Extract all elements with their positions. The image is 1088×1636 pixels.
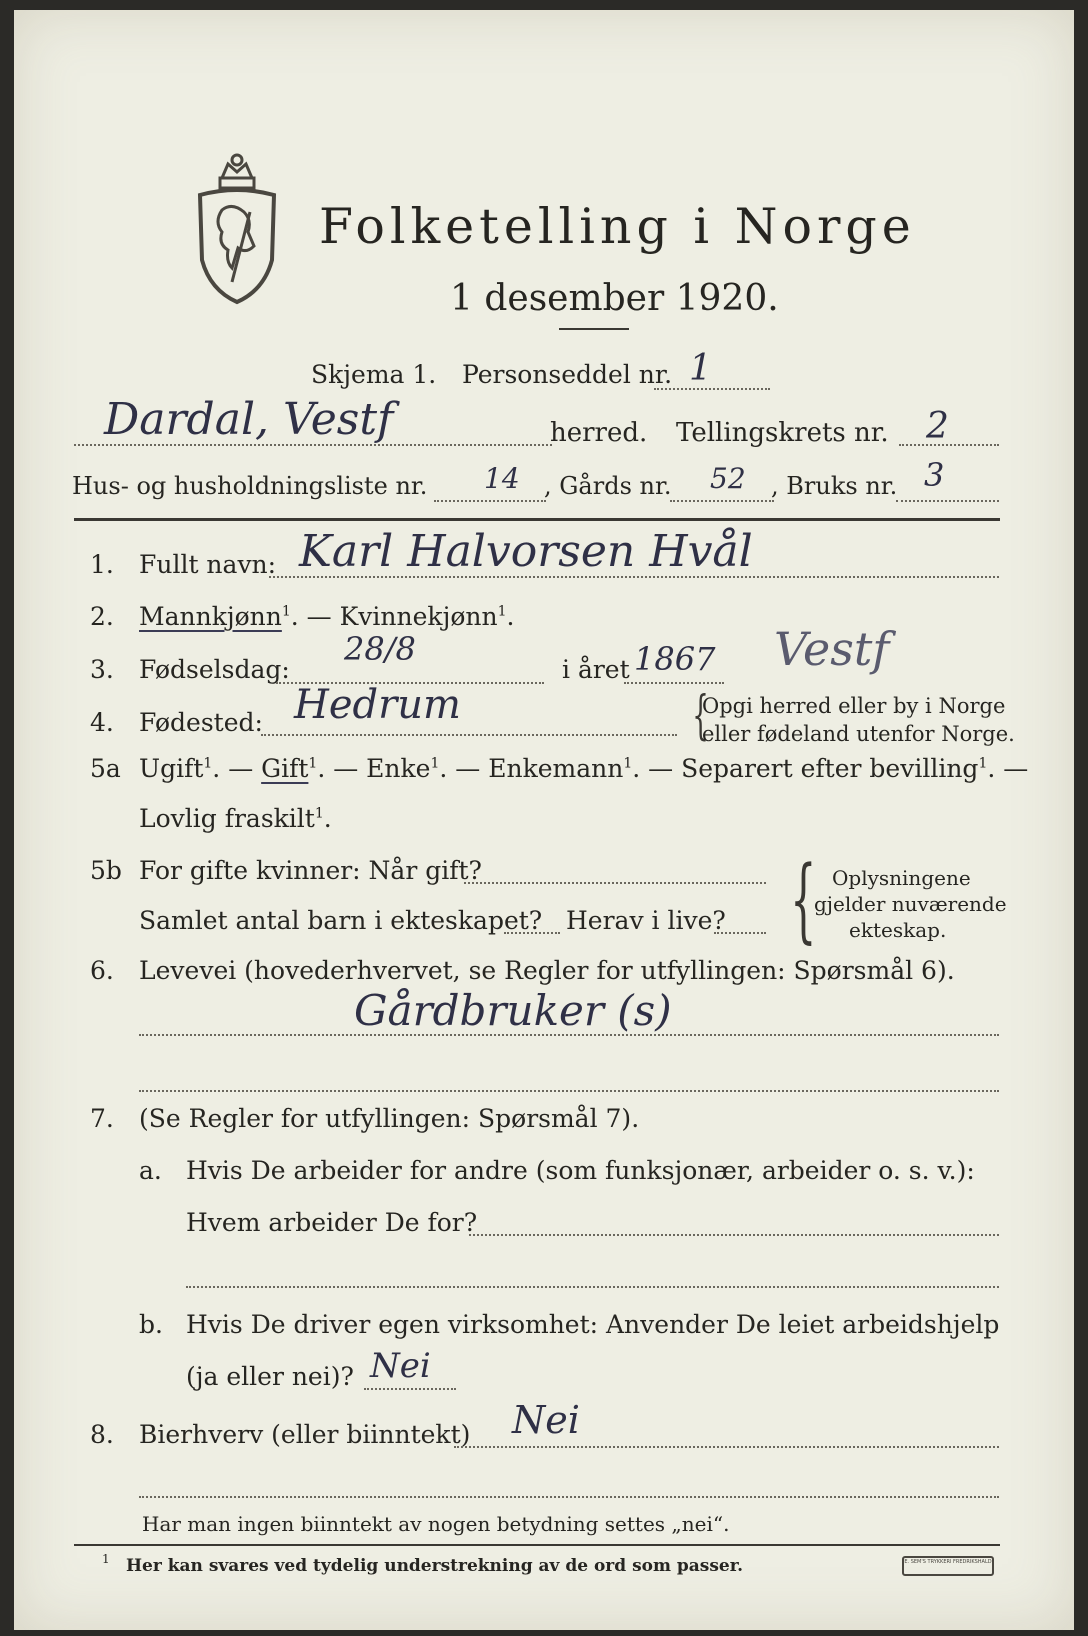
husliste-value: 14 bbox=[484, 462, 520, 495]
tellingskrets-label: Tellingskrets nr. bbox=[676, 418, 889, 448]
q8-line-2 bbox=[139, 1496, 999, 1498]
q5a-ugift: Ugift bbox=[139, 754, 204, 783]
q2-female-option: Kvinnekjønn bbox=[339, 602, 498, 631]
q3-year-label: i året bbox=[562, 655, 630, 684]
q6-label: Levevei (hovederhvervet, se Regler for utfyllingen: Spørsmål 6). bbox=[139, 956, 955, 985]
q8-value: Nei bbox=[512, 1398, 580, 1442]
footnote-mark: 1 bbox=[102, 1552, 110, 1566]
q7-number: 7. bbox=[90, 1104, 114, 1133]
q7a-letter: a. bbox=[139, 1156, 162, 1185]
q3-year-line bbox=[624, 682, 724, 684]
q5a-separert: Separert efter bevilling bbox=[681, 754, 979, 783]
q7-label: (Se Regler for utfyllingen: Spørsmål 7). bbox=[139, 1104, 640, 1133]
q4-line bbox=[261, 734, 677, 736]
q1-number: 1. bbox=[90, 550, 114, 579]
bruks-line bbox=[896, 500, 999, 502]
q7b-line bbox=[364, 1388, 456, 1390]
q6-number: 6. bbox=[90, 956, 114, 985]
q1-value: Karl Halvorsen Hvål bbox=[299, 526, 753, 577]
q3-year-value: 1867 bbox=[634, 640, 716, 678]
husliste-line bbox=[434, 500, 546, 502]
census-date: 1 desember 1920. bbox=[450, 278, 779, 319]
q7b-label: Hvis De driver egen virksomhet: Anvender De leiet arbeidshjelp bbox=[186, 1310, 1000, 1339]
q7a-hvem-label: Hvem arbeider De for? bbox=[186, 1208, 478, 1237]
q5a-enkemann: Enkemann bbox=[488, 754, 624, 783]
q8-number: 8. bbox=[90, 1420, 114, 1449]
q7a-line-2 bbox=[186, 1286, 999, 1288]
q4-note-1: Opgi herred eller by i Norge bbox=[702, 694, 1006, 718]
form-title: Folketelling i Norge bbox=[319, 198, 916, 255]
q2-number: 2. bbox=[90, 602, 114, 631]
tellingskrets-line bbox=[899, 444, 999, 446]
q7a-label: Hvis De arbeider for andre (som funksjonær, arbeider o. s. v.): bbox=[186, 1156, 975, 1185]
personseddel-label: Personseddel nr. bbox=[462, 360, 673, 389]
q5b-brace: { bbox=[790, 846, 817, 953]
q3-label: Fødselsdag: bbox=[139, 655, 290, 684]
q7b-letter: b. bbox=[139, 1310, 163, 1339]
q6-value: Gårdbruker (s) bbox=[354, 986, 672, 1035]
gards-value: 52 bbox=[710, 462, 746, 495]
herred-value: Dardal, Vestf bbox=[104, 394, 394, 445]
q4-brace: { bbox=[692, 686, 709, 746]
q4-value: Hedrum bbox=[294, 682, 461, 728]
gards-label: , Gårds nr. bbox=[544, 472, 672, 500]
norway-coat-of-arms-icon bbox=[192, 150, 282, 310]
q4-note-2: eller fødeland utenfor Norge. bbox=[702, 722, 1015, 746]
q5b-live-line bbox=[714, 932, 766, 934]
tellingskrets-value: 2 bbox=[926, 406, 949, 447]
q4-number: 4. bbox=[90, 708, 114, 737]
bruks-value: 3 bbox=[924, 456, 945, 494]
q5b-when-line bbox=[464, 882, 766, 884]
q5a-number: 5a bbox=[90, 754, 121, 783]
q5a-options: Ugift$^1$. — Gift$^1$. — Enke$^1$. — Enkemann$^1$. — Separert efter bevilling$^1$. — bbox=[139, 754, 1029, 783]
q5a-gift: Gift bbox=[261, 754, 309, 783]
title-divider bbox=[559, 328, 629, 330]
q5b-note-3: ekteskap. bbox=[849, 918, 947, 942]
q2-male-option: Mannkjønn bbox=[139, 602, 282, 631]
q5a-fraskilt: Lovlig fraskilt bbox=[139, 804, 315, 833]
q5b-note-1: Oplysningene bbox=[832, 866, 971, 890]
q7b-ja-label: (ja eller nei)? bbox=[186, 1362, 354, 1391]
footer-rule bbox=[74, 1544, 1000, 1546]
gards-line bbox=[670, 500, 774, 502]
q2-options: Mannkjønn$^1$. — Kvinnekjønn$^1$. bbox=[139, 602, 515, 631]
q5a-fraskilt-line: Lovlig fraskilt$^1$. bbox=[139, 804, 332, 833]
printer-stamp: E. SEM'S TRYKKERI FREDRIKSHALD bbox=[902, 1556, 994, 1576]
q5b-note-2: gjelder nuværende bbox=[814, 892, 1007, 916]
q5b-live-label: Herav i live? bbox=[566, 906, 726, 935]
header-rule bbox=[74, 518, 1000, 521]
q3-number: 3. bbox=[90, 655, 114, 684]
q5b-number: 5b bbox=[90, 856, 122, 885]
bruks-label: , Bruks nr. bbox=[771, 472, 898, 500]
herred-label: herred. bbox=[550, 418, 648, 448]
q1-label: Fullt navn: bbox=[139, 550, 277, 579]
q5b-label: For gifte kvinner: Når gift? bbox=[139, 856, 482, 885]
skjema-label: Skjema 1. bbox=[311, 360, 437, 389]
q5b-barn-label: Samlet antal barn i ekteskapet? bbox=[139, 906, 543, 935]
census-form-sheet bbox=[14, 10, 1074, 1630]
q3-value: 28/8 bbox=[344, 630, 416, 668]
q4-label: Fødested: bbox=[139, 708, 263, 737]
q5b-barn-line bbox=[504, 932, 560, 934]
q8-line bbox=[454, 1446, 999, 1448]
biinntekt-note: Har man ingen biinntekt av nogen betydning settes „nei“. bbox=[142, 1512, 730, 1536]
q6-line-2 bbox=[139, 1090, 999, 1092]
footnote-text: Her kan svares ved tydelig understrekning av de ord som passer. bbox=[126, 1556, 744, 1576]
personseddel-value: 1 bbox=[689, 348, 712, 389]
q7b-value: Nei bbox=[370, 1346, 431, 1386]
q3-note: Vestf bbox=[774, 622, 890, 676]
q5a-enke: Enke bbox=[366, 754, 431, 783]
husliste-label: Hus- og husholdningsliste nr. bbox=[72, 472, 428, 500]
personseddel-line bbox=[654, 388, 770, 390]
q8-label: Bierhverv (eller biinntekt) bbox=[139, 1420, 471, 1449]
q7a-hvem-line bbox=[469, 1234, 999, 1236]
